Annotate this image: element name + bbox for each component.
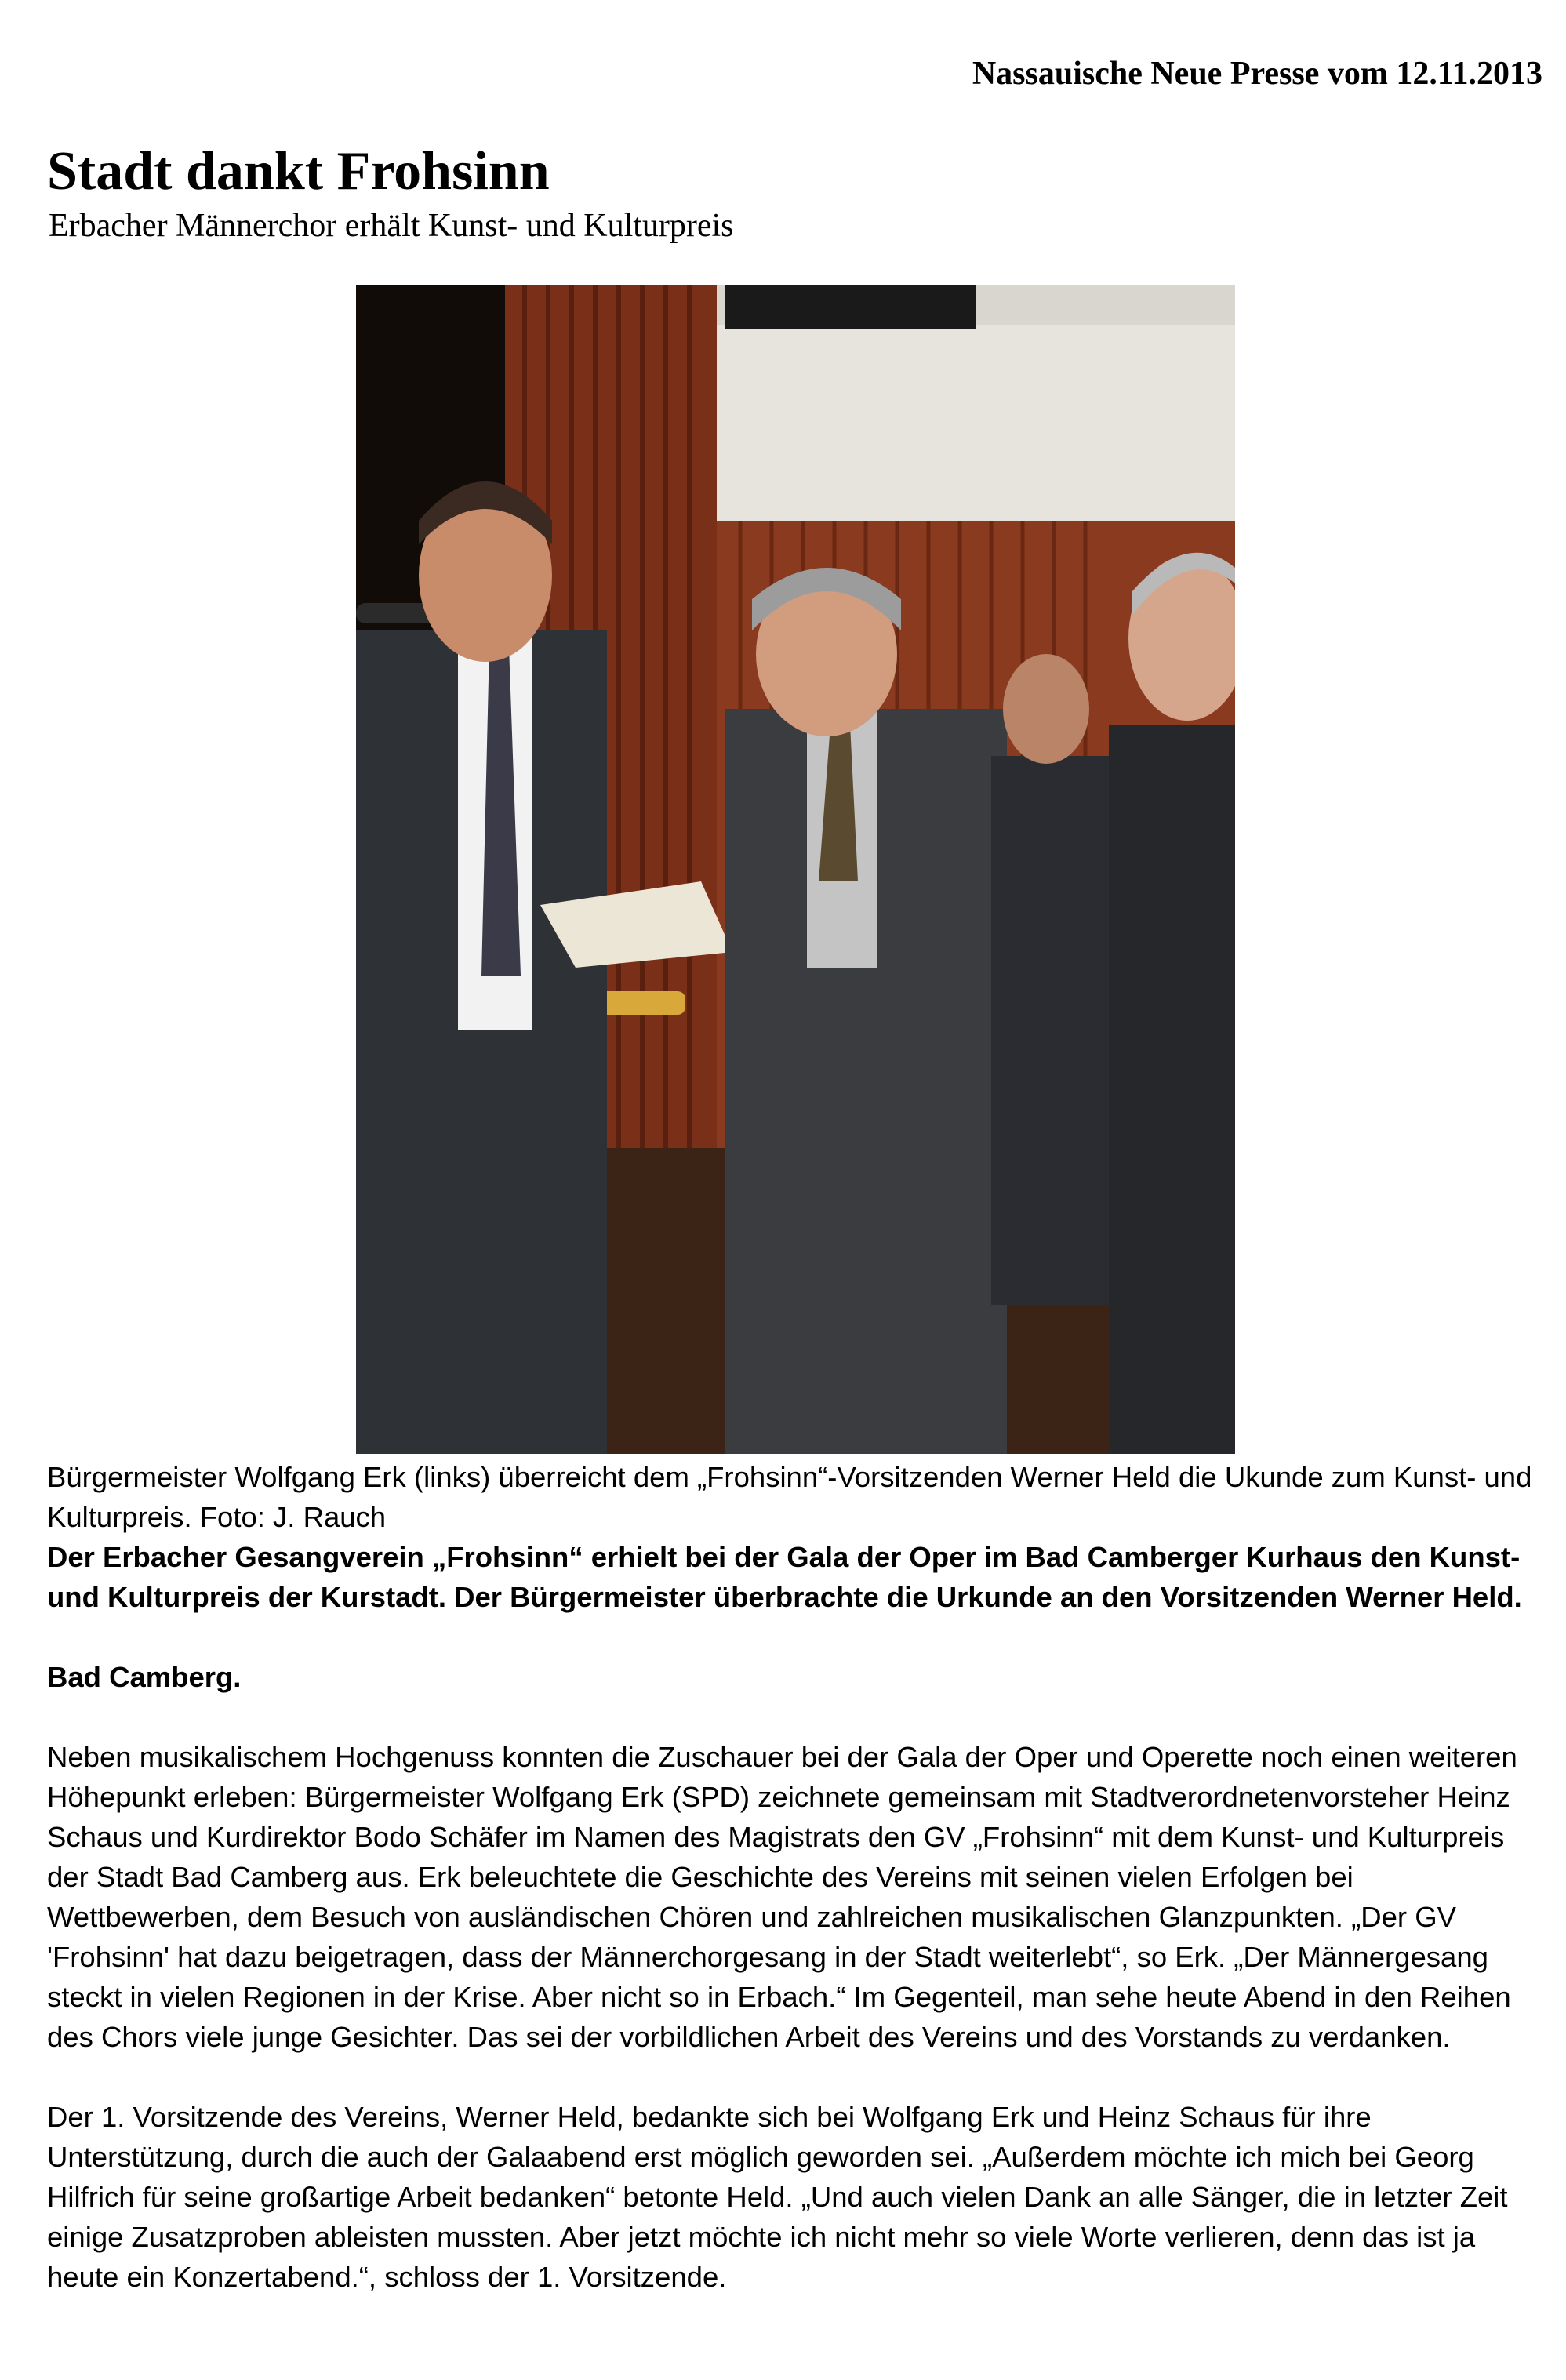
article-paragraph: Der 1. Vorsitzende des Vereins, Werner Held, bedankte sich bei Wolfgang Erk und Heinz Schaus für ihre Unterstützung, durch die auch der Galaabend erst möglich geworden sei. „Außerdem möchte ich mich bei Georg Hilfrich für seine großartige Arbeit bedanken“ betonte Held. „Und auch vielen Dank an alle Sänger, die in letzter Zeit einige Zusatzproben ableisten mussten. Aber jetzt möchte ich nicht mehr so viele Worte verlieren, denn das ist ja heute ein Konzertabend.“, schloss der 1. Vorsitzende.: [47, 2101, 1508, 2293]
photo-caption: Bürgermeister Wolfgang Erk (links) überreicht dem „Frohsinn“-Vorsitzenden Werner Held die Ukunde zum Kunst- und Kulturpreis. Foto: J. Rauch: [47, 1461, 1532, 1533]
article-paragraph: Neben musikalischem Hochgenuss konnten die Zuschauer bei der Gala der Oper und Operette noch einen weiteren Höhepunkt erleben: Bürgermeister Wolfgang Erk (SPD) zeichnete gemeinsam mit Stadtverordnetenvorsteher Heinz Schaus und Kurdirektor Bodo Schäfer im Namen des Magistrats den GV „Frohsinn“ mit dem Kunst- und Kulturpreis der Stadt Bad Camberg aus. Erk beleuchtete die Geschichte des Vereins mit seinen vielen Erfolgen bei Wettbewerben, dem Besuch von ausländischen Chören und zahlreichen musikalischen Glanzpunkten. „Der GV 'Frohsinn' hat dazu beigetragen, dass der Männerchorgesang in der Stadt weiterlebt“, so Erk. „Der Männergesang steckt in vielen Regionen in der Krise. Aber nicht so in Erbach.“ Im Gegenteil, man sehe heute Abend in den Reihen des Chors viele junge Gesichter. Das sei der vorbildlichen Arbeit des Vereins und des Vorstands zu verdanken.: [47, 1741, 1517, 2053]
spacer: [47, 2057, 1537, 2097]
headline: Stadt dankt Frohsinn: [47, 141, 550, 202]
spacer: [47, 1617, 1537, 1657]
article-lead: Der Erbacher Gesangverein „Frohsinn“ erhielt bei der Gala der Oper im Bad Camberger Kurhaus den Kunst- und Kulturpreis der Kurstadt. Der Bürgermeister überbrachte die Urkunde an den Vorsitzenden Werner Held.: [47, 1541, 1522, 1613]
subheadline: Erbacher Männerchor erhält Kunst- und Kulturpreis: [49, 208, 734, 244]
award-ceremony-photo: [356, 285, 1235, 1454]
dateline: Bad Camberg.: [47, 1661, 242, 1693]
article-body: [47, 1457, 1537, 2297]
spacer: [47, 1697, 1537, 1737]
source-line: Nassauische Neue Presse vom 12.11.2013: [972, 56, 1542, 92]
